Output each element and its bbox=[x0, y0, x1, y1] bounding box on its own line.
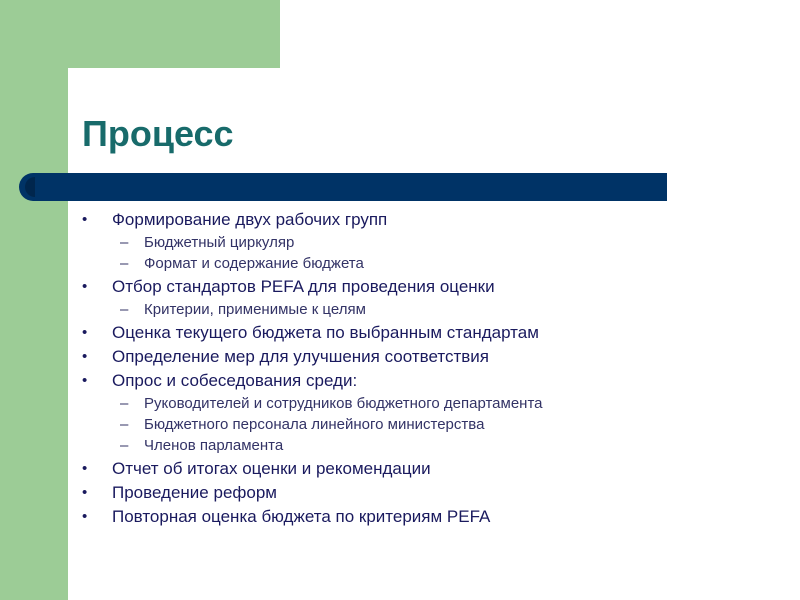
dash-icon: – bbox=[120, 234, 129, 251]
dash-icon: – bbox=[120, 301, 129, 318]
sub-list-item-text: Критерии, применимые к целям bbox=[144, 301, 366, 318]
sub-list-item bbox=[82, 435, 782, 456]
bullet-icon: • bbox=[82, 324, 88, 341]
sub-list-item-text: Бюджетного персонала линейного министерства bbox=[144, 416, 485, 433]
divider-bar-end-cap bbox=[25, 177, 35, 197]
sub-list-item-text: Руководителей и сотрудников бюджетного департамента bbox=[144, 395, 543, 412]
bullet-icon: • bbox=[82, 372, 88, 389]
list-item-text: Формирование двух рабочих групп bbox=[112, 210, 388, 229]
list-item bbox=[82, 275, 782, 299]
green-accent-left bbox=[0, 0, 68, 600]
list-item-text: Отчет об итогах оценки и рекомендации bbox=[112, 459, 431, 478]
list-item-text: Опрос и собеседования среди: bbox=[112, 371, 358, 390]
sub-list-item-text: Членов парламента bbox=[144, 437, 284, 454]
sub-list-item bbox=[82, 253, 782, 274]
sub-list-item-text: Формат и содержание бюджета bbox=[144, 255, 364, 272]
sub-list-item bbox=[82, 414, 782, 435]
sub-list-item bbox=[82, 299, 782, 320]
list-item bbox=[82, 208, 782, 232]
list-item bbox=[82, 457, 782, 481]
slide-title: Процесс bbox=[82, 113, 234, 154]
sub-list-item-text: Бюджетный циркуляр bbox=[144, 234, 295, 251]
sub-list-item bbox=[82, 232, 782, 253]
bullet-icon: • bbox=[82, 508, 88, 525]
list-item-text: Оценка текущего бюджета по выбранным стандартам bbox=[112, 323, 539, 342]
sub-list-item bbox=[82, 393, 782, 414]
list-item-text: Определение мер для улучшения соответствия bbox=[112, 347, 489, 366]
bullet-icon: • bbox=[82, 484, 88, 501]
bullet-icon: • bbox=[82, 211, 88, 228]
dash-icon: – bbox=[120, 437, 129, 454]
list-item bbox=[82, 505, 782, 529]
dash-icon: – bbox=[120, 255, 129, 272]
dash-icon: – bbox=[120, 416, 129, 433]
list-item-text: Отбор стандартов PEFA для проведения оценки bbox=[112, 277, 495, 296]
list-item-text: Повторная оценка бюджета по критериям PEFA bbox=[112, 507, 491, 526]
bullet-icon: • bbox=[82, 278, 88, 295]
list-item-text: Проведение реформ bbox=[112, 483, 277, 502]
list-item bbox=[82, 321, 782, 345]
list-item bbox=[82, 481, 782, 505]
bullet-list bbox=[82, 208, 782, 529]
bullet-icon: • bbox=[82, 348, 88, 365]
bullet-icon: • bbox=[82, 460, 88, 477]
list-item bbox=[82, 345, 782, 369]
dash-icon: – bbox=[120, 395, 129, 412]
list-item bbox=[82, 369, 782, 393]
title-divider-bar bbox=[19, 173, 667, 201]
